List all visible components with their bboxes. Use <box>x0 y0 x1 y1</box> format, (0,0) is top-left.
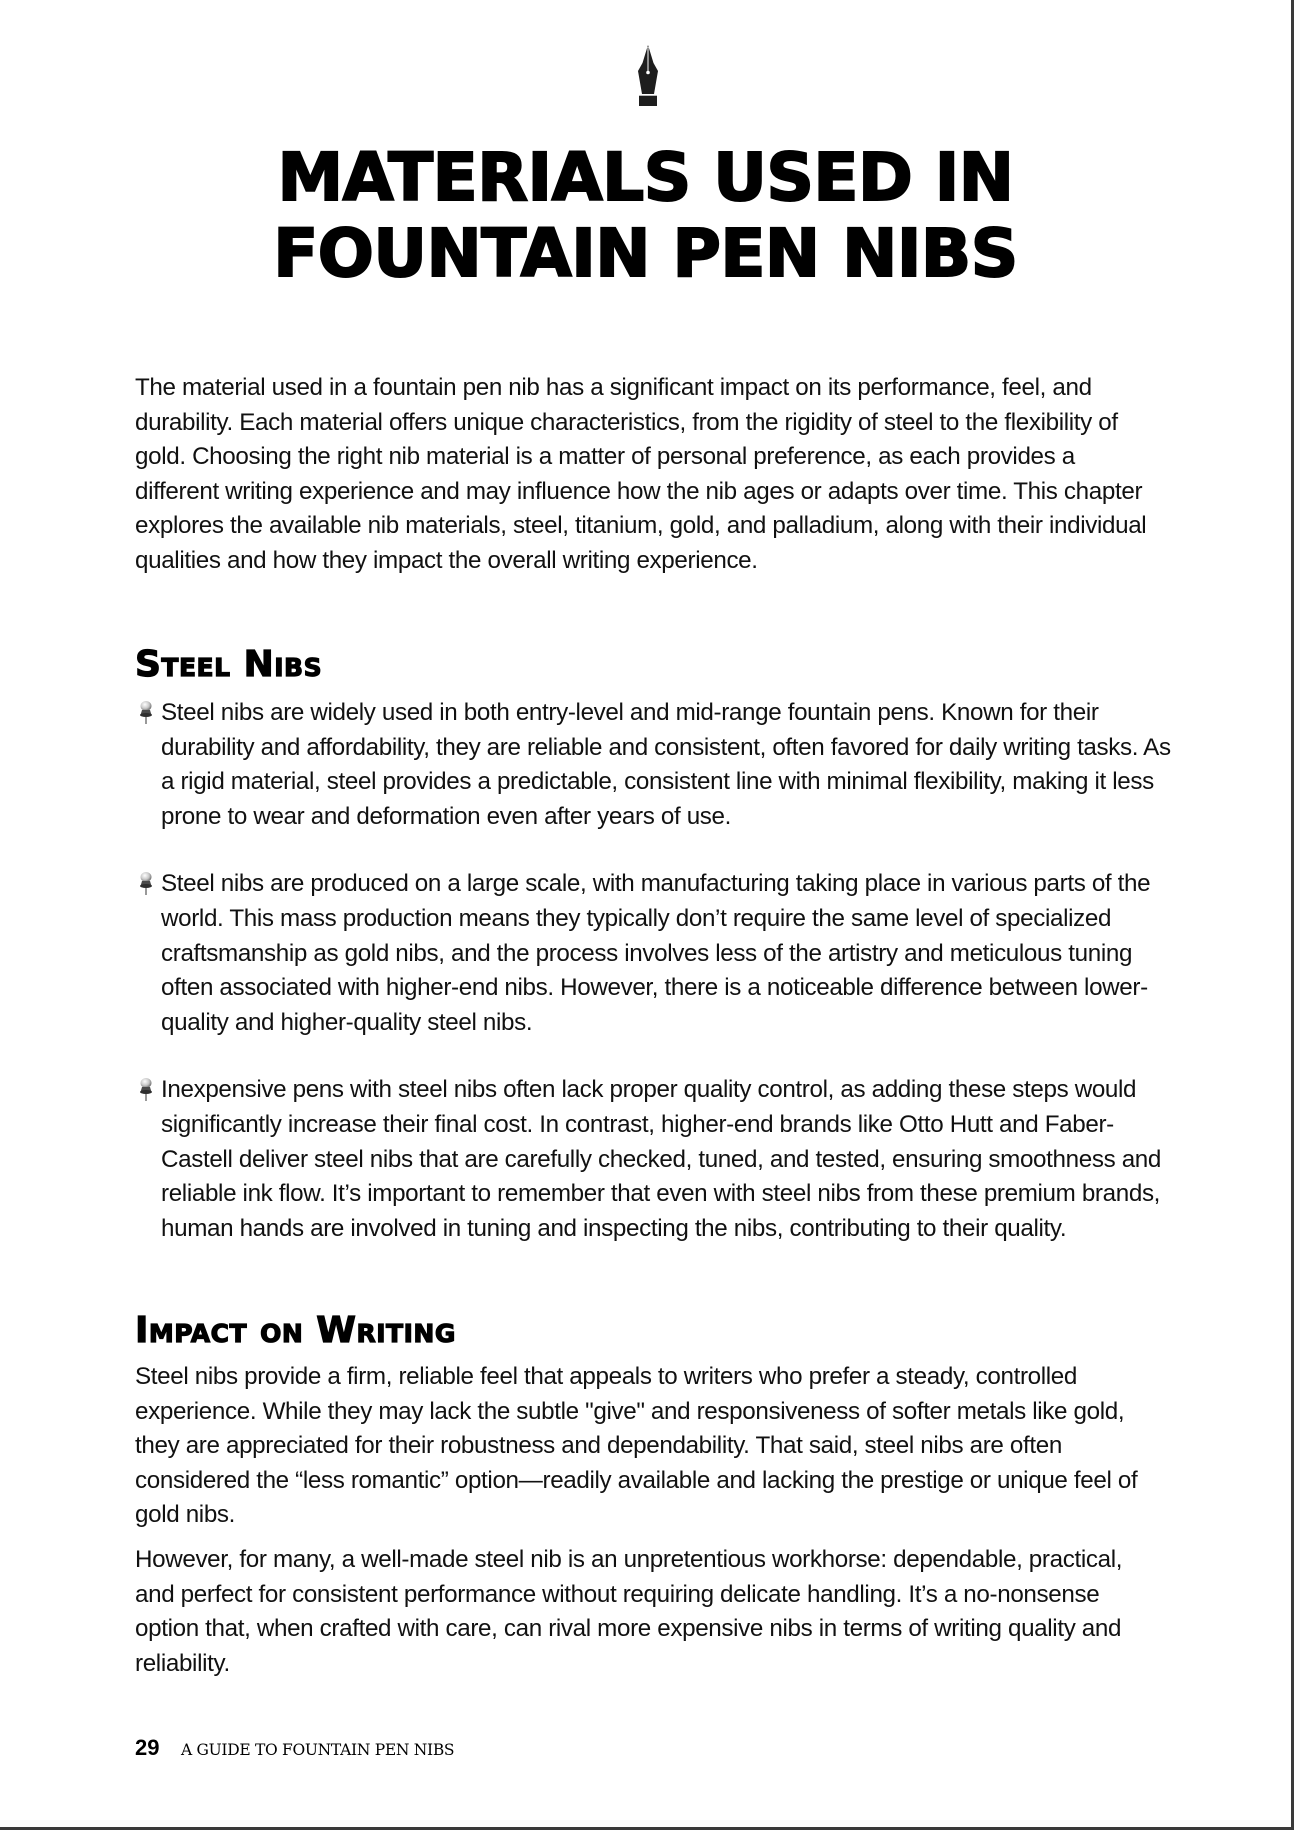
bullet-item <box>135 867 1180 1040</box>
impact-on-writing-body <box>135 1360 1165 1691</box>
page-title-line-2: FOUNTAIN PEN NIBS <box>273 215 1018 292</box>
pushpin-icon <box>137 1077 155 1103</box>
impact-paragraph: However, for many, a well-made steel nib is an unpretentious workhorse: dependable, practical, and perfect for consistent performance without requiring delicate handling. It’s a no-nonsense option that, when crafted with care, can rival more expensive nibs in terms of writing quality and reliability. <box>135 1545 1123 1677</box>
bullet-item <box>135 1073 1180 1246</box>
impact-paragraph: Steel nibs provide a firm, reliable feel that appeals to writers who prefer a steady, controlled experience. While they may lack the subtle "give" and responsiveness of softer metals like gold, they are appreciated for their robustness and dependability. That said, steel nibs are often considered the “less romantic” option—readily available and lacking the prestige or unique feel of gold nibs. <box>135 1363 1138 1529</box>
fountain-pen-nib-icon <box>634 44 662 108</box>
page-footer <box>135 1735 454 1763</box>
page-number: 29 <box>135 1735 160 1760</box>
section-heading-steel-nibs: Steel Nibs <box>135 644 323 685</box>
intro-paragraph: The material used in a fountain pen nib has a significant impact on its performance, feel, and durability. Each material offers unique characteristics, from the rigidity of steel to the flexibility of gold. Choosing the right nib material is a matter of personal preference, as each provides a different writing experience and may influence how the nib ages or adapts over time. This chapter explores the available nib materials, steel, titanium, gold, and palladium, along with their individual qualities and how they impact the overall writing experience. <box>135 374 1147 574</box>
section-heading-impact-on-writing: Impact on Writing <box>135 1310 456 1351</box>
steel-nibs-bullet-list <box>135 696 1180 1279</box>
page-title <box>0 140 1291 292</box>
pushpin-icon <box>137 871 155 897</box>
page-title-line-1: MATERIALS USED IN <box>277 139 1014 216</box>
bullet-item <box>135 696 1180 834</box>
bullet-text: Inexpensive pens with steel nibs often lack proper quality control, as adding these steps would significantly increase their final cost. In contrast, higher-end brands like Otto Hutt and Faber-Castell deliver steel nibs that are carefully checked, tuned, and tested, ensuring smoothness and reliable ink flow. It’s important to remember that even with steel nibs from these premium brands, human hands are involved in tuning and inspecting the nibs, contributing to their quality. <box>161 1076 1161 1242</box>
bullet-text: Steel nibs are produced on a large scale, with manufacturing taking place in various parts of the world. This mass production means they typically don’t require the same level of specialized craftsmanship as gold nibs, and the process involves less of the artistry and meticulous tuning often associated with higher-end nibs. However, there is a noticeable difference between lower-quality and higher-quality steel nibs. <box>161 870 1151 1036</box>
pushpin-icon <box>137 700 155 726</box>
running-title: A GUIDE TO FOUNTAIN PEN NIBS <box>181 1741 455 1759</box>
bullet-text: Steel nibs are widely used in both entry-level and mid-range fountain pens. Known for their durability and affordability, they are reliable and consistent, often favored for daily writing tasks. As a rigid material, steel provides a predictable, consistent line with minimal flexibility, making it less prone to wear and deformation even after years of use. <box>161 699 1171 830</box>
